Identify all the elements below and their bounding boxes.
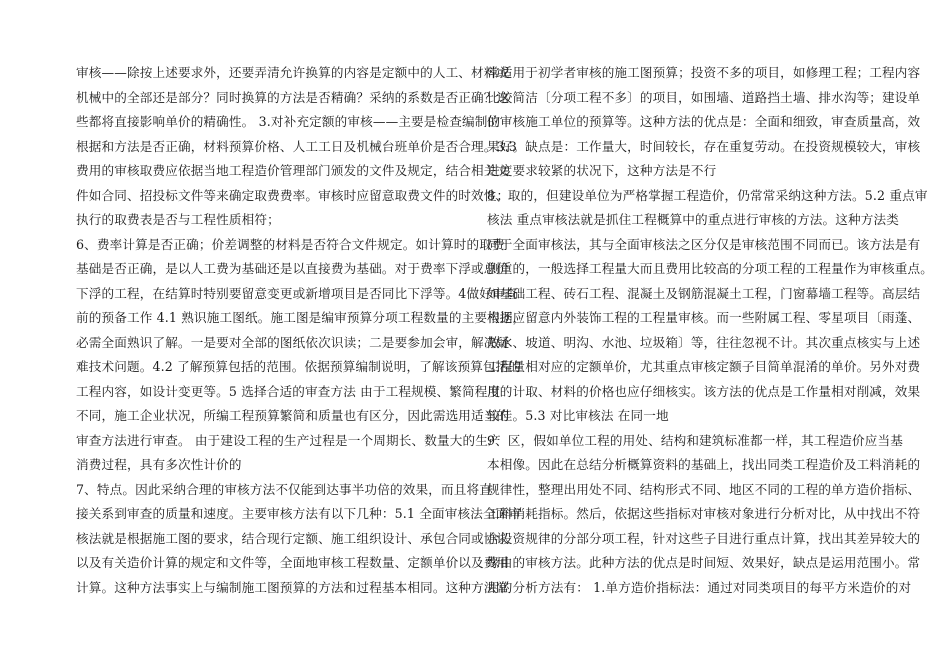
text-line: 如基础工程、砖石工程、混凝土及钢筋混凝土工程，门窗幕墙工程等。高层结 [487,285,921,301]
text-line: 构还应留意内外装饰工程的工程量审核。而一些附属工程、零星项目〔雨蓬、 [487,310,921,325]
left-text-column [76,61,526,600]
text-line: 较佳。5.3 对比审核法 在同一地 [487,408,669,423]
text-line: 位审核施工单位的预算等。这种方法的优点是：全面和细致，审查质量高，效 [487,114,921,129]
text-line: 本相像。因此在总结分析概算资料的基础上，找出同类工程造价及工料消耗的 [487,457,921,472]
text-line: 费用的审核取费应依据当地工程造价管理部门颁发的文件及规定，结合相关文 [76,163,510,178]
text-line: 规律性，整理出用处不同、结构形式不同、地区不同的工程的单方造价指标、 [487,481,921,497]
text-line: 不同，施工企业状况，所编工程预算繁简和质量也有区分，因此需选用适当的 [76,408,510,423]
text-line: 比较简洁〔分项工程不多〕的项目，如围墙、道路挡土墙、排水沟等；建设单 [487,89,921,105]
text-line: 机械中的全部还是部分？同时换算的方法是否精确？采纳的系数是否正确？这 [76,89,510,105]
text-line: 审查方法进行审查。 由于建设工程的生产过程是一个周期长、数量大的生产 [76,432,501,448]
text-line: 缘由的审核方法。此种方法的优点是时间短、效果好，缺点是运用范围小。常 [487,555,921,570]
text-line: 计算。这种方法事实上与编制施工图预算的方法和过程基本相同。这种方法常 [76,579,510,595]
text-line: 必需全面熟识了解。一是要对全部的图纸依次识读；二是要参加会审，解决疑 [76,334,510,350]
text-line: 难技术问题。4.2 了解预算包括的范围。依据预算编制说明，了解该预算包括的 [76,359,522,374]
text-line: 基础是否正确，是以人工费为基础还是以直接费为基础。对于费率下浮或总价 [76,261,510,276]
text-line: 前的预备工作 4.1 熟识施工图纸。施工图是编审预算分项工程数量的主要根据， [76,310,526,325]
text-line: 消费过程，具有多次性计价的 [76,457,242,472]
text-line: 果好。缺点是：工作量大，时间较长，存在重复劳动。在投资规模较大，审核 [487,138,921,154]
text-line: 核法 重点审核法就是抓住工程概算中的重点进行审核的方法。这种方法类 [487,212,899,227]
text-line: 合投资规律的分部分项工程，针对这些子目进行重点计算，找出其差异较大的 [487,530,921,546]
text-line: 工料消耗指标。然后，依据这些指标对审核对象进行分析对比，从中找出不符 [487,506,921,521]
text-line: 侧重的，一般选择工程量大而且费用比较高的分项工程的工程量作为审核重点。 [487,261,934,276]
text-line: 同于全面审核法，其与全面审核法之区分仅是审核范围不同而已。该方法是有 [487,236,921,252]
text-line: 些都将直接影响单价的精确性。 3.对补充定额的审核——主要是检查编制的 [76,114,501,129]
text-line: 核法就是根据施工图的要求，结合现行定额、施工组织设计、承包合同或协议 [76,530,510,546]
text-line: 8、取的，但建设单位为严格掌握工程造价，仍常常采纳这种方法。5.2 重点审 [487,187,928,203]
right-text-column [487,61,934,600]
text-line: 进度要求较紧的状况下，这种方法是不行 [487,163,717,178]
text-line: 散水、坡道、明沟、水池、垃圾箱〕等，往往忽视不计。其次重点核实与上述 [487,334,921,350]
text-line: 下浮的工程，在结算时特别要留意变更或新增项目是否同比下浮等。4做好审查 [76,285,518,301]
text-line: 用的分析方法有： 1.单方造价指标法：通过对同类项目的每平方米造价的对 [487,579,912,595]
text-line: 件如合同、招投标文件等来确定取费费率。审核时应留意取费文件的时效性； [76,187,510,203]
text-line: 常适用于初学者审核的施工图预算；投资不多的项目，如修理工程；工程内容 [487,65,921,80]
text-line: 9、区，假如单位工程的用处、结构和建筑标准都一样，其工程造价应当基 [487,432,903,448]
text-line: 执行的取费表是否与工程性质相符； [76,212,280,227]
text-line: 接关系到审查的质量和速度。主要审核方法有以下几种：5.1 全面审核法全面审 [76,506,522,521]
text-line: 6、费率计算是否正确；价差调整的材料是否符合文件规定。如计算时的取费 [76,236,505,252]
text-line: 以及有关造价计算的规定和文件等，全面地审核工程数量、定额单价以及费用 [76,555,510,570]
text-line: 审核——除按上述要求外，还要弄清允许换算的内容是定额中的人工、材料或 [76,65,510,80]
text-line: 用的计取、材料的价格也应仔细核实。该方法的优点是工作量相对削减，效果 [487,383,921,399]
text-line: 根据和方法是否正确，材料预算价格、人工工日及机械台班单价是否合理。3.3 [76,138,518,154]
text-line: 工程量相对应的定额单价，尤其重点审核定额子目简单混淆的单价。另外对费 [487,359,921,374]
text-line: 7、特点。因此采纳合理的审核方法不仅能到达事半功倍的效果，而且将直 [76,481,492,497]
text-line: 工程内容，如设计变更等。5 选择合适的审查方法 由于工程规模、繁简程度 [76,383,501,399]
